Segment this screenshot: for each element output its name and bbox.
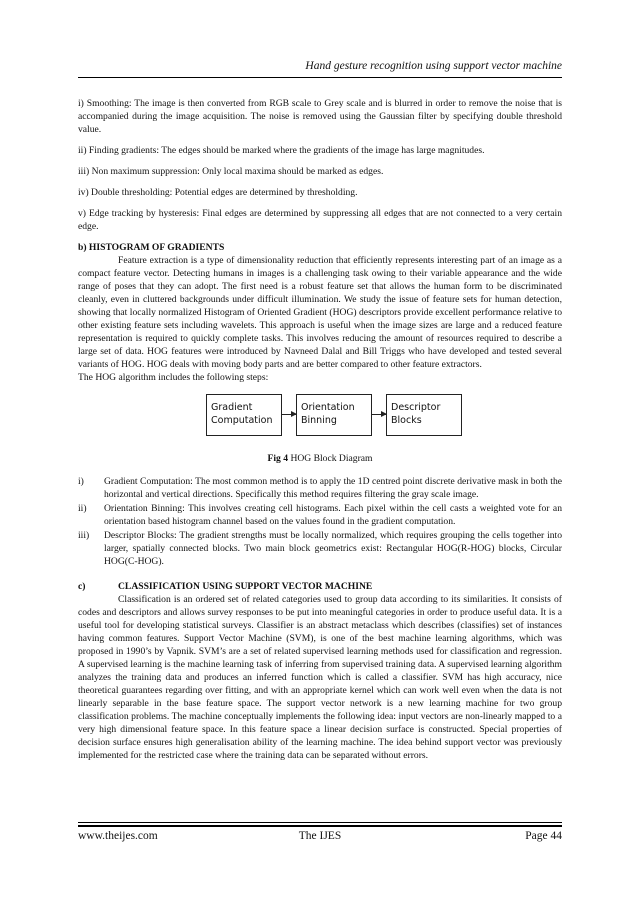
box-label-line: Orientation xyxy=(301,402,355,413)
running-header: Hand gesture recognition using support vector machine xyxy=(305,60,562,72)
section-c-body: Classification is an ordered set of related categories used to group data according to its similarities. It consists of codes and descriptors and allows survey responses to be put into meaningful categories in order to produce useful data. It is a useful tool for developing statistical surveys. Classifier is an abstract metaclass which describes (classifies) set of instances having common features. Support Vector Machine (SVM), is one of the best machine learning algorithms, which was proposed in 1990’s by Vapnik. SVM’s are a set of related supervised learning methods used for classification and regression. A supervised learning is the machine learning task of inferring from supervised training data. A supervised learning algorithm analyzes the training data and produces an inferred function which is called a classifier. SVM has high accuracy, nice theoretical guarantees regarding over fitting, and with an appropriate kernel which can work well even when the data is not linearly separable in the base feature space. The support vector network is a new learning machine for two group classification problems. The machine conceptually implements the following idea: input vectors are non-linearly mapped to a very high dimensional feature space. In this feature space a linear decision surface is constructed. Special properties of decision surface ensures high generalisation ability of the learning machine. The idea behind support vector was previously implemented for the restricted case where the training data can be separated without errors. xyxy=(78,594,562,761)
paragraph-non-maximum-suppression: iii) Non maximum suppression: Only local maxima should be marked as edges. xyxy=(78,166,384,177)
footer-rule xyxy=(78,825,562,827)
section-b-body: Feature extraction is a type of dimensionality reduction that efficiently represents interesting part of an image as a compact feature vector. Detecting humans in images is a challenging task owing to their variable appearance and the wide range of poses that they can adopt. The first need is a robust feature set that allows the human form to be discriminated cleanly, even in cluttered backgrounds under difficult illumination. We study the issue of feature sets for human detection, showing that locally normalized Histogram of Oriented Gradient (HOG) descriptors provide excellent performance relative to other existing feature sets including wavelets. This approach is useful when the image sizes are large and a reduced feature representation is required to quickly complete tasks. This involves reducing the amount of resources required to describe a large set of data. HOG features were introduced by Navneed Dalal and Bill Triggs who have developed and tested several variants of HOG. HOG deals with moving body parts and are better compared to other feature extractors. xyxy=(78,255,562,370)
list-item-text: Descriptor Blocks: The gradient strengths must be locally normalized, which requires grouping the cells together into larger, spatially connected blocks. Two main block geometrics exist: Rectangular HOG(R-HOG) blocks, Circular HOG(C-HOG). xyxy=(104,530,562,567)
diagram-box-descriptor-blocks xyxy=(386,394,462,436)
paragraph-finding-gradients: ii) Finding gradients: The edges should be marked where the gradients of the image has large magnitudes. xyxy=(78,145,485,156)
figure-label: Fig 4 xyxy=(267,453,289,464)
arrow-icon xyxy=(282,414,296,415)
box-label-line: Computation xyxy=(211,415,273,426)
figure-title: HOG Block Diagram xyxy=(290,453,373,464)
footer-journal: The IJES xyxy=(298,830,342,842)
list-item-number: ii) xyxy=(78,503,87,514)
arrow-icon xyxy=(372,414,386,415)
diagram-box-orientation-binning xyxy=(296,394,372,436)
footer-website: www.theijes.com xyxy=(78,830,158,842)
paragraph-double-thresholding: iv) Double thresholding: Potential edges are determined by thresholding. xyxy=(78,187,358,198)
main-content xyxy=(78,97,562,770)
box-label-line: Binning xyxy=(301,415,337,426)
figure-caption xyxy=(78,452,562,465)
section-c-label: c) xyxy=(78,581,86,592)
list-item-number: iii) xyxy=(78,530,90,541)
header-rule xyxy=(78,77,562,78)
box-label-line: Blocks xyxy=(391,415,422,426)
list-item xyxy=(78,475,562,501)
list-item-text: Orientation Binning: This involves creating cell histograms. Each pixel within the cell casts a weighted vote for an orientation based histogram channel based on the values found in the gradient computation. xyxy=(104,503,562,527)
list-item xyxy=(78,502,562,528)
hog-steps-list xyxy=(78,475,562,568)
section-c-title: CLASSIFICATION USING SUPPORT VECTOR MACHINE xyxy=(118,581,373,592)
paragraph-edge-tracking: v) Edge tracking by hysteresis: Final edges are determined by suppressing all edges that are not connected to a very certain edge. xyxy=(78,208,562,232)
hog-block-diagram xyxy=(78,394,562,440)
footer-page-number: Page 44 xyxy=(525,830,562,842)
list-item xyxy=(78,529,562,568)
list-item-text: Gradient Computation: The most common method is to apply the 1D centred point discrete derivative mask in both the horizontal and vertical directions. Specifically this method requires filtering the gray scale image. xyxy=(104,476,562,500)
section-c-heading xyxy=(78,580,562,593)
section-b-heading: b) HISTOGRAM OF GRADIENTS xyxy=(78,242,225,253)
box-label-line: Gradient xyxy=(211,402,253,413)
diagram-box-gradient-computation xyxy=(206,394,282,436)
paragraph-smoothing: i) Smoothing: The image is then converted from RGB scale to Grey scale and is blurred in order to remove the noise that is accompanied during the image acquisition. The noise is removed using the Gaussian filter by specifying double threshold value. xyxy=(78,98,562,135)
footer-rule xyxy=(78,822,562,823)
box-label-line: Descriptor xyxy=(391,402,441,413)
hog-steps-intro: The HOG algorithm includes the following steps: xyxy=(78,372,269,383)
list-item-number: i) xyxy=(78,476,84,487)
